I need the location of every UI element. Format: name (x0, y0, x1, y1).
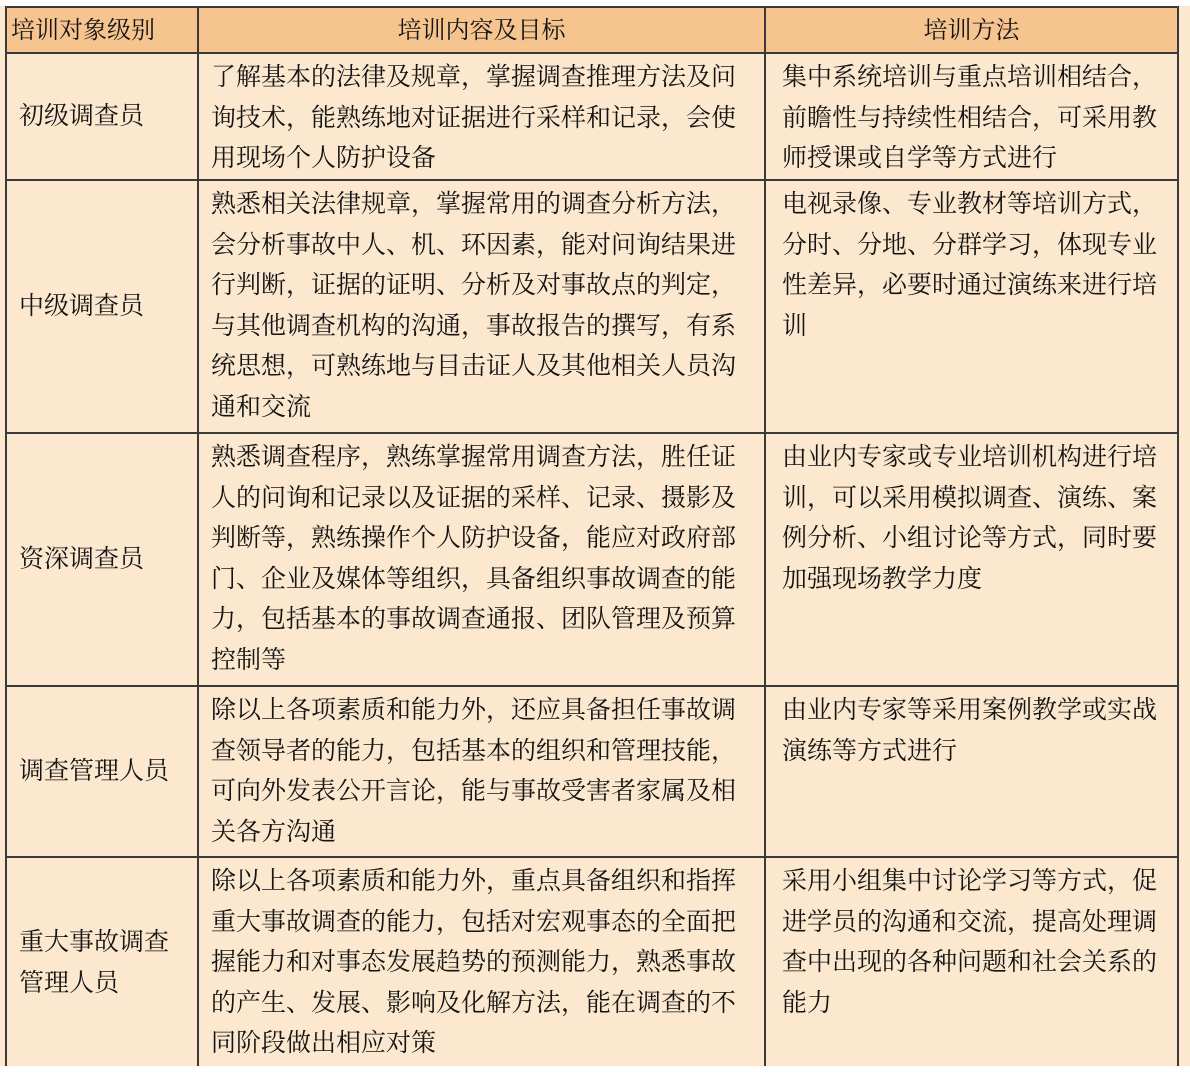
cell-content: 了解基本的法律及规章，掌握调查推理方法及问询技术，能熟练地对证据进行采样和记录，会使用现场个人防护设备 (198, 53, 765, 180)
cell-content: 除以上各项素质和能力外，重点具备组织和指挥重大事故调查的能力，包括对宏观事态的全面把握能力和对事态发展趋势的预测能力，熟悉事故的产生、发展、影响及化解方法，能在调查的不同阶段做出相应对策 (198, 857, 765, 1069)
header-training-content: 培训内容及目标 (198, 7, 765, 53)
table-row (6, 53, 1178, 180)
cell-content: 除以上各项素质和能力外，还应具备担任事故调查领导者的能力，包括基本的组织和管理技能，可向外发表公开言论，能与事故受害者家属及相关各方沟通 (198, 686, 765, 857)
cell-method: 采用小组集中讨论学习等方式，促进学员的沟通和交流，提高处理调查中出现的各种问题和社会关系的能力 (765, 857, 1178, 1069)
table-row (6, 686, 1178, 857)
header-training-method: 培训方法 (765, 7, 1178, 53)
training-table (5, 6, 1179, 1070)
cell-content: 熟悉调查程序，熟练掌握常用调查方法，胜任证人的问询和记录以及证据的采样、记录、摄影及判断等，熟练操作个人防护设备，能应对政府部门、企业及媒体等组织，具备组织事故调查的能力，包括基本的事故调查通报、团队管理及预算控制等 (198, 433, 765, 686)
top-margin (0, 0, 1190, 6)
cell-method: 由业内专家等采用案例教学或实战演练等方式进行 (765, 686, 1178, 857)
cell-level: 初级调查员 (6, 53, 198, 180)
cell-level: 重大事故调查管理人员 (6, 857, 198, 1069)
table-header-row (6, 7, 1178, 53)
cell-level: 中级调查员 (6, 180, 198, 433)
cell-method: 电视录像、专业教材等培训方式，分时、分地、分群学习，体现专业性差异，必要时通过演练来进行培训 (765, 180, 1178, 433)
table-row (6, 857, 1178, 1069)
table-row (6, 433, 1178, 686)
header-training-level: 培训对象级别 (6, 7, 198, 53)
cell-content: 熟悉相关法律规章，掌握常用的调查分析方法，会分析事故中人、机、环因素，能对问询结果进行判断，证据的证明、分析及对事故点的判定，与其他调查机构的沟通，事故报告的撰写，有系统思想，可熟练地与目击证人及其他相关人员沟通和交流 (198, 180, 765, 433)
table-row (6, 180, 1178, 433)
cell-method: 由业内专家或专业培训机构进行培训，可以采用模拟调查、演练、案例分析、小组讨论等方式，同时要加强现场教学力度 (765, 433, 1178, 686)
cell-level: 资深调查员 (6, 433, 198, 686)
cell-method: 集中系统培训与重点培训相结合，前瞻性与持续性相结合，可采用教师授课或自学等方式进行 (765, 53, 1178, 180)
bottom-margin (0, 1066, 1190, 1075)
cell-level: 调查管理人员 (6, 686, 198, 857)
